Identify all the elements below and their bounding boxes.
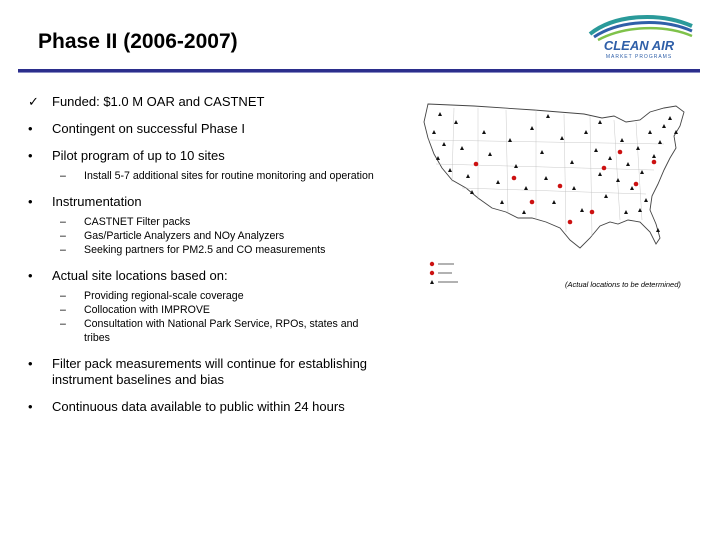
bullet-text: Contingent on successful Phase I [52, 121, 245, 136]
sub-bullet-text: Gas/Particle Analyzers and NOy Analyzers [84, 230, 285, 242]
swoosh-logo-icon [590, 17, 692, 40]
us-site-map [414, 92, 698, 296]
logo-sub-text: MARKET PROGRAMS [605, 54, 673, 60]
logo-brand-text: CLEAN AIR [603, 38, 675, 53]
bullet-item [22, 148, 382, 183]
bullet-icon: • [28, 121, 33, 136]
dash-icon: – [60, 230, 66, 242]
sub-bullet-item [52, 215, 382, 229]
bullet-icon: • [28, 194, 33, 209]
sub-bullet-item [52, 169, 382, 183]
dash-icon: – [60, 304, 66, 316]
sub-bullet-text: Consultation with National Park Service, RPOs, states and tribes [84, 318, 359, 344]
bullet-icon: • [28, 356, 33, 371]
bullet-list [22, 94, 382, 426]
site-dot-marker [602, 166, 607, 171]
site-dot-marker [530, 200, 535, 205]
sub-bullet-item [52, 317, 382, 345]
dash-icon: – [60, 170, 66, 182]
sub-bullet-text: Collocation with IMPROVE [84, 304, 210, 316]
sub-bullet-item [52, 229, 382, 243]
bullet-item [22, 268, 382, 345]
bullet-item [22, 356, 382, 388]
sub-bullet-list [52, 215, 382, 257]
bullet-text: Instrumentation [52, 194, 142, 209]
site-dot-marker [634, 182, 639, 187]
site-dot-marker [590, 210, 595, 215]
site-dot-marker [512, 176, 517, 181]
legend-dot-1 [430, 262, 434, 266]
sub-bullet-text: Install 5-7 additional sites for routine monitoring and operation [84, 170, 374, 182]
checkmark-icon: ✓ [28, 94, 39, 109]
bullet-icon: • [28, 148, 33, 163]
bullet-item [22, 94, 382, 110]
site-dot-marker [568, 220, 573, 225]
sub-bullet-item [52, 303, 382, 317]
sub-bullet-text: Seeking partners for PM2.5 and CO measurements [84, 244, 326, 256]
site-dot-marker [474, 162, 479, 167]
bullet-icon: • [28, 268, 33, 283]
sub-bullet-list [52, 169, 382, 183]
site-dot-marker [558, 184, 563, 189]
site-dot-marker [652, 160, 657, 165]
page-title: Phase II (2006-2007) [38, 30, 238, 53]
title-divider-shadow [18, 72, 700, 73]
bullet-text: Continuous data available to public within 24 hours [52, 399, 345, 414]
legend-dot-2 [430, 271, 434, 275]
bullet-item [22, 194, 382, 257]
bullet-item [22, 121, 382, 137]
dash-icon: – [60, 216, 66, 228]
bullet-text: Pilot program of up to 10 sites [52, 148, 225, 163]
dash-icon: – [60, 290, 66, 302]
sub-bullet-text: Providing regional-scale coverage [84, 290, 244, 302]
dash-icon: – [60, 244, 66, 256]
sub-bullet-item [52, 243, 382, 257]
sub-bullet-item [52, 289, 382, 303]
sub-bullet-text: CASTNET Filter packs [84, 216, 191, 228]
map-caption: (Actual locations to be determined) [565, 280, 681, 289]
bullet-item [22, 399, 382, 415]
bullet-icon: • [28, 399, 33, 414]
dash-icon: – [60, 318, 66, 330]
site-dot-marker [618, 150, 623, 155]
bullet-text: Actual site locations based on: [52, 268, 228, 283]
clean-air-logo [580, 6, 698, 62]
bullet-text: Funded: $1.0 M OAR and CASTNET [52, 94, 265, 109]
bullet-text: Filter pack measurements will continue for establishing instrument baselines and bias [52, 356, 368, 387]
sub-bullet-list [52, 289, 382, 345]
